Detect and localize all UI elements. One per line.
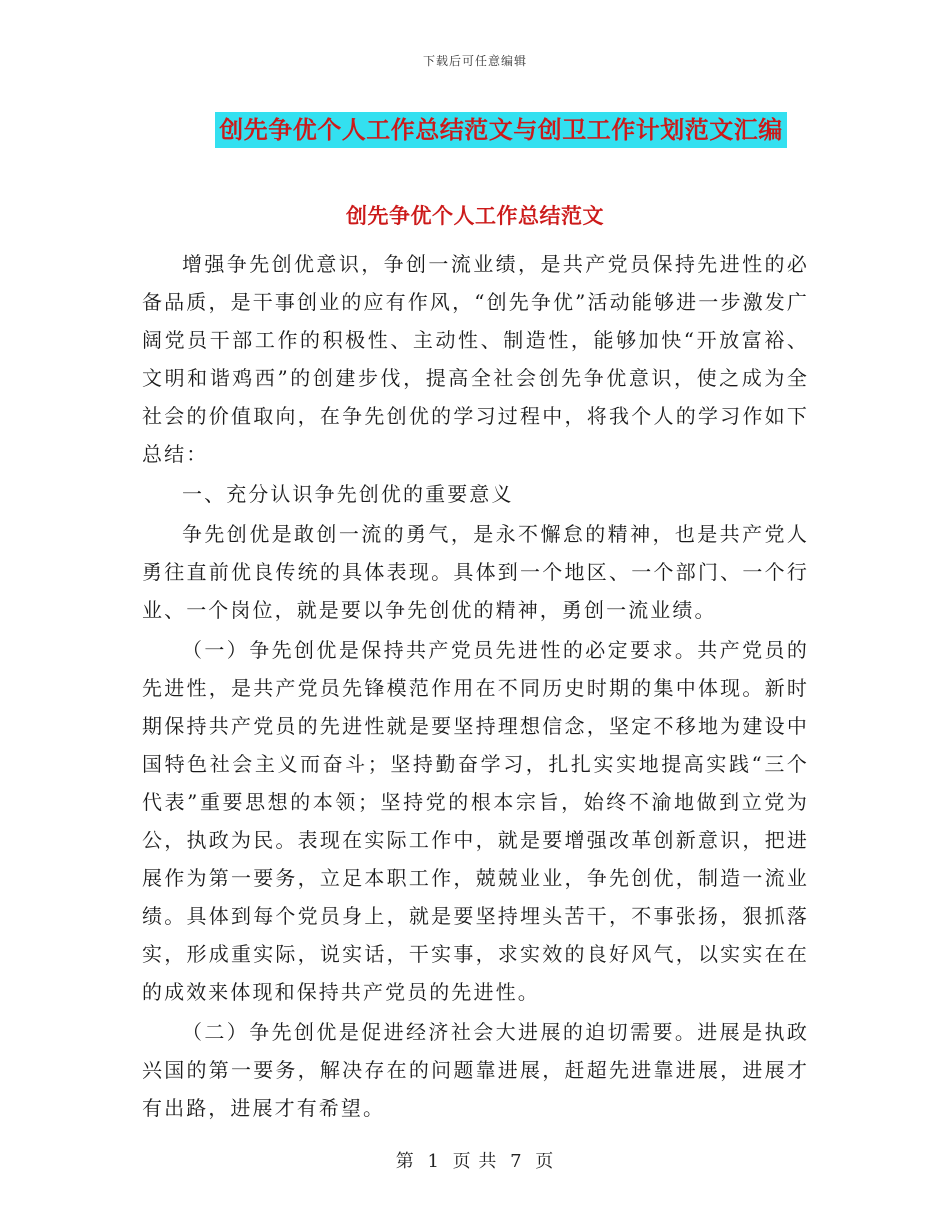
page-footer [0,1147,950,1173]
main-title: 创先争优个人工作总结范文与创卫工作计划范文汇编 [215,112,787,148]
header-note: 下载后可任意编辑 [422,54,527,68]
document-body [142,245,809,1127]
paragraph: 争先创优是敢创一流的勇气，是永不懈怠的精神，也是共产党人勇往直前优良传统的具体表现。具体到一个地区、一个部门、一个行业、一个岗位，就是要以争先创优的精神，勇创一流业绩。 [142,522,809,622]
section-title: 创先争优个人工作总结范文 [346,203,604,228]
section-heading: 一、充分认识争先创优的重要意义 [182,482,514,506]
paragraph: （一）争先创优是保持共产党员先进性的必定要求。共产党员的先进性，是共产党员先锋模范作用在不同历史时期的集中体现。新时期保持共产党员的先进性就是要坚持理想信念，坚定不移地为建设中国特色社会主义而奋斗；坚持勤奋学习，扎扎实实地提高实践“三个代表”重要思想的本领；坚持党的根本宗旨，始终不渝地做到立党为公，执政为民。表现在实际工作中，就是要增强改革创新意识，把进展作为第一要务，立足本职工作，兢兢业业，争先创优，制造一流业绩。具体到每个党员身上，就是要坚持埋头苦干，不事张扬，狠抓落实，形成重实际，说实话，干实事，求实效的良好风气，以实实在在的成效来体现和保持共产党员的先进性。 [142,638,809,1004]
paragraph: 增强争先创优意识，争创一流业绩，是共产党员保持先进性的必备品质，是干事创业的应有作风，“创先争优”活动能够进一步激发广阔党员干部工作的积极性、主动性、制造性，能够加快“开放富裕、文明和谐鸡西”的创建步伐，提高全社会创先争优意识，使之成为全社会的价值取向，在争先创优的学习过程中，将我个人的学习作如下总结： [142,252,809,466]
total-page-count: 7 [510,1151,523,1172]
footer-prefix: 第 [395,1151,415,1172]
footer-suffix: 页 [535,1151,555,1172]
main-title-container [0,112,950,148]
paragraph: （二）争先创优是促进经济社会大进展的迫切需要。进展是执政兴国的第一要务，解决存在的问题靠进展，赶超先进靠进展，进展才有出路，进展才有希望。 [142,1020,809,1120]
current-page-number: 1 [427,1151,440,1172]
footer-middle: 页 共 [452,1151,498,1172]
